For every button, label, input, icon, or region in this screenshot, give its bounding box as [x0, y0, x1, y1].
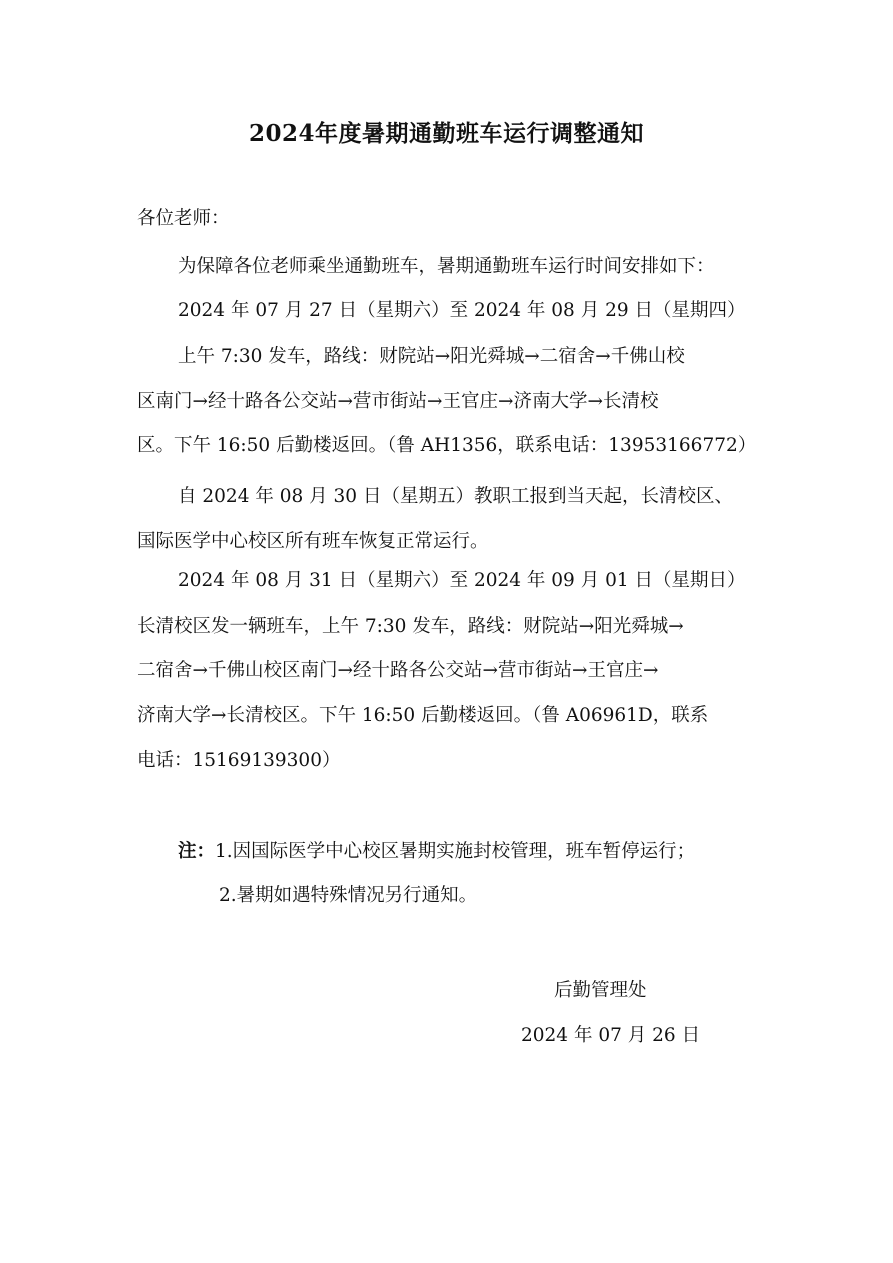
note-line-1 [178, 843, 695, 862]
signature-org: 后勤管理处 [554, 980, 647, 1001]
paragraph-line-10: 二宿舍→千佛山校区南门→经十路各公交站→营市街站→王官庄→ [137, 660, 659, 681]
paragraph-line-3: 上午 7:30 发车，路线：财院站→阳光舜城→二宿舍→千佛山校 [178, 346, 685, 367]
salutation: 各位老师： [137, 208, 230, 229]
note-label: 注： [178, 841, 216, 862]
paragraph-line-8: 2024 年 08 月 31 日（星期六）至 2024 年 09 月 01 日（星期日） [178, 570, 746, 591]
paragraph-line-12: 电话：15169139300） [137, 750, 341, 771]
paragraph-line-2: 2024 年 07 月 27 日（星期六）至 2024 年 08 月 29 日（星期四） [178, 300, 746, 321]
paragraph-line-5: 区。下午 16:50 后勤楼返回。（鲁 AH1356，联系电话：13953166772） [137, 435, 757, 456]
paragraph-line-9: 长清校区发一辆班车，上午 7:30 发车，路线：财院站→阳光舜城→ [137, 616, 684, 637]
note-item-2: 2.暑期如遇特殊情况另行通知。 [219, 885, 478, 906]
paragraph-line-1: 为保障各位老师乘坐通勤班车，暑期通勤班车运行时间安排如下： [178, 256, 715, 277]
paragraph-line-7: 国际医学中心校区所有班车恢复正常运行。 [137, 531, 489, 552]
note-item-1: 1.因国际医学中心校区暑期实施封校管理，班车暂停运行； [215, 841, 696, 862]
paragraph-line-4: 区南门→经十路各公交站→营市街站→王官庄→济南大学→长清校 [137, 391, 659, 412]
paragraph-line-6: 自 2024 年 08 月 30 日（星期五）教职工报到当天起，长清校区、 [178, 486, 733, 507]
paragraph-line-11: 济南大学→长清校区。下午 16:50 后勤楼返回。（鲁 A06961D，联系 [137, 705, 709, 726]
document-title: 2024年度暑期通勤班车运行调整通知 [248, 120, 644, 147]
signature-date: 2024 年 07 月 26 日 [521, 1025, 701, 1046]
